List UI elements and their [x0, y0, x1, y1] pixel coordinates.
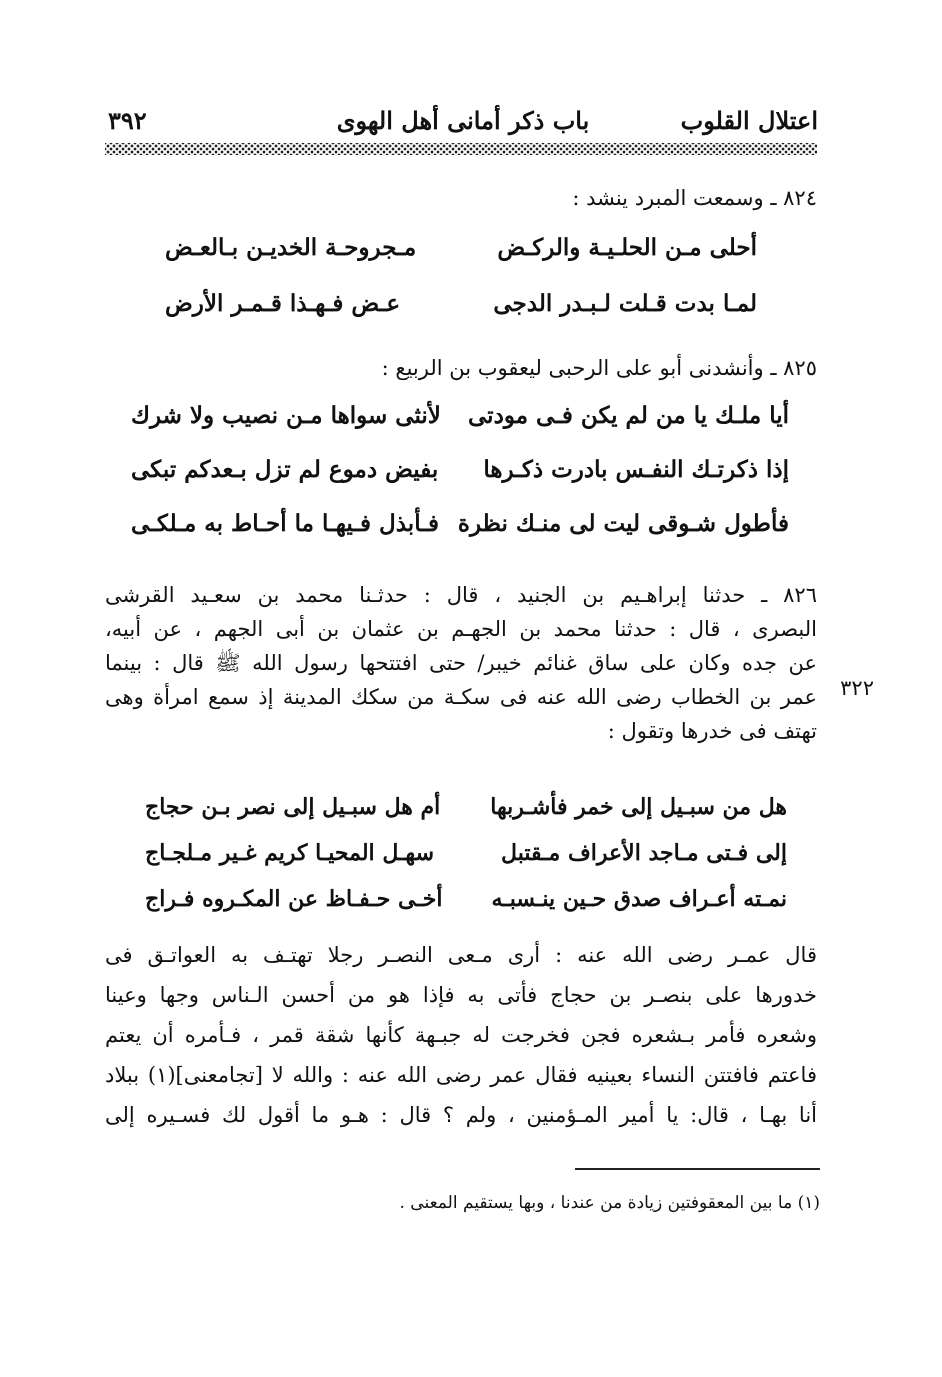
hemistich-first: إذا ذكرتـك النفـس بادرت ذكـرها	[483, 456, 789, 483]
paragraph-line: قال عمـر رضى الله عنه : أرى مـعى النصـر رجلا تهتـف به العواتـق فى	[105, 943, 817, 967]
item-824-intro: ٨٢٤ ـ وسمعت المبرد ينشد :	[572, 186, 817, 210]
paragraph-line: تهتف فى خدرها وتقول :	[607, 719, 817, 743]
hemistich-first: أحلى مـن الحلـيـة والركـض	[497, 234, 757, 261]
chapter-title: باب ذكر أمانى أهل الهوى	[336, 105, 590, 135]
hemistich-second: مـجروحـة الخديـن بـالعـض	[165, 234, 417, 261]
hemistich-first: لمـا بدت قـلت لـبـدر الدجى	[493, 290, 757, 317]
hemistich-first: فأطول شـوقى ليت لى منـك نظرة	[457, 510, 789, 537]
poem-line	[105, 402, 817, 456]
hemistich-first: إلى فـتى مـاجد الأعراف مـقتبل	[501, 840, 787, 866]
hemistich-second: سهـل المحيـا كريم غـير مـلجـاج	[145, 840, 435, 866]
margin-page-number: ٣٢٢	[840, 676, 874, 700]
running-header	[108, 100, 818, 140]
book-title: اعتلال القلوب	[680, 105, 818, 135]
hemistich-second: أخـى حـفـاظ عن المكـروه فـراج	[145, 886, 443, 912]
closing-paragraph	[105, 936, 817, 1136]
poem-825	[105, 402, 817, 564]
poem-line	[105, 290, 817, 346]
footnote-separator	[575, 1168, 820, 1170]
poem-line	[105, 456, 817, 510]
paragraph-line: البصرى ، قال : حدثنا محمد بن الجهـم بن عثمان بن أبى الجهم ، عن أبيه،	[105, 617, 817, 641]
paragraph-line: عمر بن الخطاب رضى الله عنه فى سكـة من سكك المدينة إذ سمع امرأة وهى	[105, 685, 817, 709]
poem-824	[105, 234, 817, 346]
poem-line	[105, 886, 817, 932]
item-824	[105, 182, 817, 216]
hemistich-second: عـض فـهـذا قـمـر الأرض	[165, 290, 401, 317]
paragraph-line: عن جده وكان على ساق غنائم خيبر/ حتى افتتحها رسول الله ﷺ قال : بينما	[105, 651, 817, 675]
item-826	[105, 578, 817, 748]
item-825-intro: ٨٢٥ ـ وأنشدنى أبو على الرحبى ليعقوب بن الربيع :	[381, 356, 817, 380]
header-ornament-rule	[105, 143, 817, 155]
hemistich-second: فـأبذل فـيهـا ما أحـاط به مـلكـى	[131, 510, 439, 537]
hemistich-second: أم هل سبـيل إلى نصر بـن حجاج	[145, 794, 441, 820]
poem-line	[105, 234, 817, 290]
poem-826	[105, 794, 817, 932]
paragraph-line: ٨٢٦ ـ حدثنا إبراهـيم بن الجنيد ، قال : حدثـنا محمد بن سعـيد القرشى	[105, 583, 817, 607]
page-number: ٣٩٢	[108, 105, 147, 135]
poem-line	[105, 794, 817, 840]
paragraph-line: فاعتم فافتتن النساء بعينيه فقال عمر رضى الله عنه : والله لا [تجامعنى](١) ببلاد	[105, 1063, 817, 1087]
paragraph-line: خدورها على بنصـر بن حجاج فأتى به فإذا هو من أحسن الـناس وجها وعينا	[105, 983, 817, 1007]
hemistich-first: هل من سبـيل إلى خمر فأشـربها	[490, 794, 787, 820]
poem-line	[105, 510, 817, 564]
poem-line	[105, 840, 817, 886]
hemistich-first: نمـته أعـراف صدق حـين ينـسبـه	[491, 886, 787, 912]
hemistich-second: بفيض دموع لم تزل بـعدكم تبكى	[131, 456, 439, 483]
footnote: (١) ما بين المعقوفتين زيادة من عندنا ، وبها يستقيم المعنى .	[399, 1193, 820, 1213]
paragraph-line: أنا بهـا ، قال: يا أمير المـؤمنين ، ولم ؟ قال : هـو ما أقول لك فسـيره إلى	[105, 1103, 817, 1127]
hemistich-first: أيا ملـك يا من لم يكن فـى مودتى	[468, 402, 789, 429]
hemistich-second: لأنثى سواها مـن نصيب ولا شرك	[131, 402, 441, 429]
paragraph-line: وشعره فأمر بـشعره فجن فخرجت له جبـهة كأنها شقة قمر ، فـأمره أن يعتم	[105, 1023, 817, 1047]
item-825	[105, 352, 817, 386]
